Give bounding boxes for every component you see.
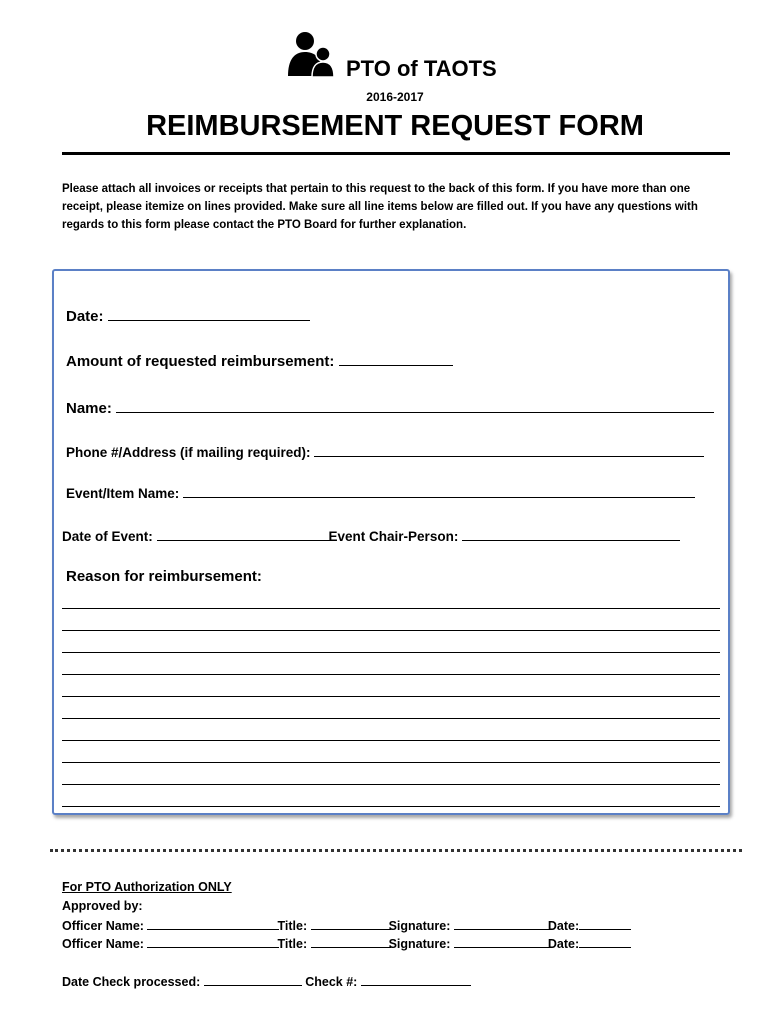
title-input-line[interactable]: [311, 936, 391, 948]
reason-label: Reason for reimbursement:: [66, 568, 262, 585]
reason-line[interactable]: [62, 652, 720, 653]
reason-line[interactable]: [62, 740, 720, 741]
name-input-line[interactable]: [116, 398, 714, 413]
event-item-input-line[interactable]: [183, 483, 695, 498]
amount-field: [66, 351, 453, 370]
signature-input-line[interactable]: [454, 936, 550, 948]
title-divider: [62, 152, 730, 155]
dotted-separator: [50, 849, 742, 852]
date-input-line[interactable]: [579, 918, 631, 930]
officer-name-input-line[interactable]: [147, 936, 279, 948]
phone-address-label: Phone #/Address (if mailing required):: [66, 445, 311, 460]
form-title: REIMBURSEMENT REQUEST FORM: [146, 110, 644, 142]
approved-by-label: Approved by:: [62, 899, 143, 913]
signature-input-line[interactable]: [454, 918, 550, 930]
date-of-event-input-line[interactable]: [157, 526, 331, 541]
date-label: Date:: [66, 308, 104, 325]
reason-line[interactable]: [62, 762, 720, 763]
officer-row: [62, 936, 631, 951]
date-label: Date:: [547, 919, 580, 933]
officer-name-input-line[interactable]: [147, 918, 279, 930]
reason-line[interactable]: [62, 630, 720, 631]
amount-input-line[interactable]: [339, 351, 453, 366]
phone-address-input-line[interactable]: [314, 442, 704, 457]
date-input-line[interactable]: [108, 306, 310, 321]
name-field: [66, 398, 714, 417]
date-field: [66, 306, 310, 325]
reason-line[interactable]: [62, 718, 720, 719]
phone-address-field: [66, 442, 704, 460]
officer-name-label: Officer Name:: [62, 919, 144, 933]
name-label: Name:: [66, 400, 112, 417]
signature-label: Signature:: [388, 919, 451, 933]
people-icon: [286, 30, 336, 78]
check-processed-label: Date Check processed:: [62, 975, 201, 989]
check-processed-input-line[interactable]: [204, 974, 302, 986]
date-of-event-label: Date of Event:: [62, 529, 153, 544]
title-label: Title:: [277, 937, 308, 951]
reason-line[interactable]: [62, 674, 720, 675]
officer-name-label: Officer Name:: [62, 937, 144, 951]
event-chair-input-line[interactable]: [462, 526, 680, 541]
officer-row: [62, 918, 631, 933]
date-input-line[interactable]: [579, 936, 631, 948]
amount-label: Amount of requested reimbursement:: [66, 353, 335, 370]
check-number-input-line[interactable]: [361, 974, 471, 986]
school-year: 2016-2017: [366, 90, 424, 104]
date-of-event-field: [62, 526, 680, 544]
reason-line[interactable]: [62, 608, 720, 609]
authorization-heading: For PTO Authorization ONLY: [62, 880, 232, 894]
title-input-line[interactable]: [311, 918, 391, 930]
check-number-label: Check #:: [305, 975, 358, 989]
title-label: Title:: [277, 919, 308, 933]
reason-line[interactable]: [62, 806, 720, 807]
event-item-label: Event/Item Name:: [66, 486, 180, 501]
date-label: Date:: [547, 937, 580, 951]
signature-label: Signature:: [388, 937, 451, 951]
event-item-field: [66, 483, 695, 501]
org-name: PTO of TAOTS: [346, 56, 497, 81]
reason-line[interactable]: [62, 784, 720, 785]
instructions-text: Please attach all invoices or receipts that pertain to this request to the back of this form. If you have more than one receipt, please itemize on lines provided. Make sure all line items below are filled out. If you have any questions with regards to this form please contact the PTO Board for further explanation.: [62, 183, 698, 231]
reason-line[interactable]: [62, 696, 720, 697]
event-chair-label: Event Chair-Person:: [328, 529, 459, 544]
check-row: [62, 974, 471, 989]
